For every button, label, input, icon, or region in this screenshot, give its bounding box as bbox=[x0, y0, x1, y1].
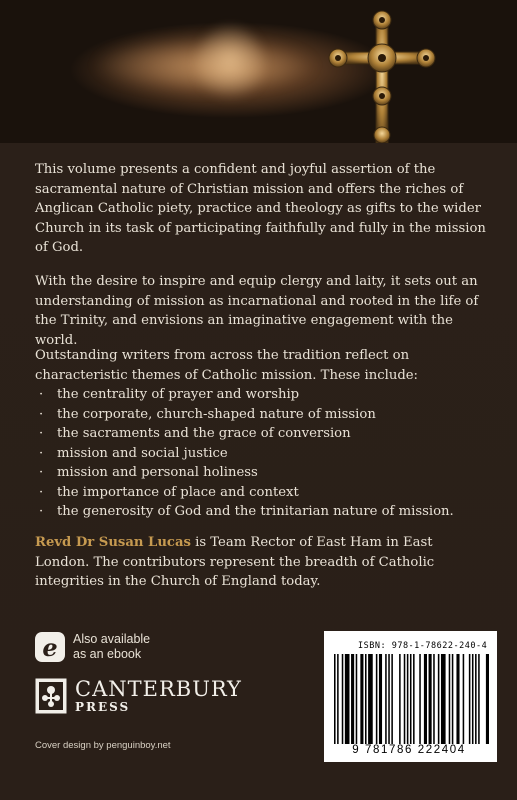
barcode-bar bbox=[463, 654, 465, 744]
author-name: Revd Dr Susan Lucas bbox=[35, 535, 191, 550]
barcode-digits: 9 781786 222404 bbox=[352, 744, 466, 756]
list-item: · the generosity of God and the trinitarian nature of mission. bbox=[35, 502, 487, 522]
intro-paragraph-2 bbox=[35, 272, 487, 350]
canterbury-press-logo-icon bbox=[35, 678, 67, 714]
barcode-bar bbox=[469, 654, 471, 744]
barcode-bar bbox=[419, 654, 421, 744]
ebook-line-2: as an ebook bbox=[73, 647, 142, 661]
barcode-bar bbox=[472, 654, 474, 744]
barcode-bar bbox=[379, 654, 382, 744]
paragraph-text: With the desire to inspire and equip clergy and laity, it sets out an understanding of mission as incarnational and rooted in the life of the Trinity, and envisions an imaginative engagement with the world. bbox=[35, 274, 479, 348]
publisher-sub: PRESS bbox=[75, 700, 131, 714]
barcode-bar bbox=[345, 654, 350, 744]
barcode-bar bbox=[410, 654, 412, 744]
author-bio bbox=[35, 533, 487, 592]
ebook-line-1: Also available bbox=[73, 632, 151, 646]
list-item: · the importance of place and context bbox=[35, 483, 487, 503]
list-item: · the centrality of prayer and worship bbox=[35, 385, 487, 405]
barcode-bar bbox=[433, 654, 435, 744]
barcode-bar bbox=[407, 654, 409, 744]
author-paragraph bbox=[35, 533, 487, 592]
barcode-bar bbox=[360, 654, 363, 744]
barcode-bar bbox=[404, 654, 406, 744]
themes-intro: Outstanding writers from across the tradition reflect on characteristic themes of Catholic mission. These include: bbox=[35, 348, 419, 383]
barcode-bar bbox=[385, 654, 387, 744]
themes-section bbox=[35, 346, 487, 522]
barcode-bar bbox=[351, 654, 354, 744]
ebook-e-icon: e bbox=[35, 632, 65, 662]
cover-design-credit: Cover design by penguinboy.net bbox=[35, 740, 171, 751]
barcode-bar bbox=[399, 654, 401, 744]
barcode-bar bbox=[456, 654, 459, 744]
barcode-bar bbox=[334, 654, 336, 744]
barcode-bar bbox=[452, 654, 454, 744]
list-item: · mission and social justice bbox=[35, 444, 487, 464]
author-bio-text: is Team Rector of East Ham in East London. The contributors represent the breadth of Catholic integrities in the Church of England today. bbox=[35, 535, 435, 589]
barcode-bar bbox=[449, 654, 451, 744]
publisher-logo bbox=[35, 678, 242, 714]
paragraph-text: This volume presents a confident and joyful assertion of the sacramental nature of Christian mission and offers the riches of Anglican Catholic piety, practice and theology as gifts to the wider Church in its task of participating faithfully and fully in the mission of God. bbox=[35, 162, 486, 255]
barcode-bar bbox=[429, 654, 432, 744]
intro-paragraph-1 bbox=[35, 160, 487, 258]
ebook-text bbox=[73, 632, 150, 662]
barcode-bar bbox=[342, 654, 344, 744]
ornate-cross-icon bbox=[0, 0, 517, 143]
barcode-bar bbox=[388, 654, 390, 744]
isbn-label: ISBN: 978-1-78622-240-4 bbox=[358, 641, 488, 651]
list-item: · the corporate, church-shaped nature of mission bbox=[35, 405, 487, 425]
barcode-bar bbox=[365, 654, 367, 744]
barcode-bar bbox=[368, 654, 373, 744]
barcode-bar bbox=[337, 654, 339, 744]
barcode-bar bbox=[441, 654, 446, 744]
hero-image bbox=[0, 0, 517, 143]
list-item: · the sacraments and the grace of conversion bbox=[35, 424, 487, 444]
barcode-bar bbox=[356, 654, 358, 744]
barcode-bar bbox=[376, 654, 378, 744]
list-item: · mission and personal holiness bbox=[35, 463, 487, 483]
ebook-notice bbox=[35, 632, 150, 662]
barcode-bar bbox=[391, 654, 393, 744]
barcode-bar bbox=[475, 654, 477, 744]
publisher-wordmark bbox=[75, 678, 242, 714]
barcode-bar bbox=[486, 654, 489, 744]
barcode-bar bbox=[424, 654, 427, 744]
publisher-name: CANTERBURY bbox=[75, 677, 242, 701]
barcode-bar bbox=[413, 654, 415, 744]
barcode-bar bbox=[478, 654, 480, 744]
barcode-bar bbox=[438, 654, 440, 744]
themes-list bbox=[35, 385, 487, 522]
barcode-bars bbox=[332, 654, 490, 746]
